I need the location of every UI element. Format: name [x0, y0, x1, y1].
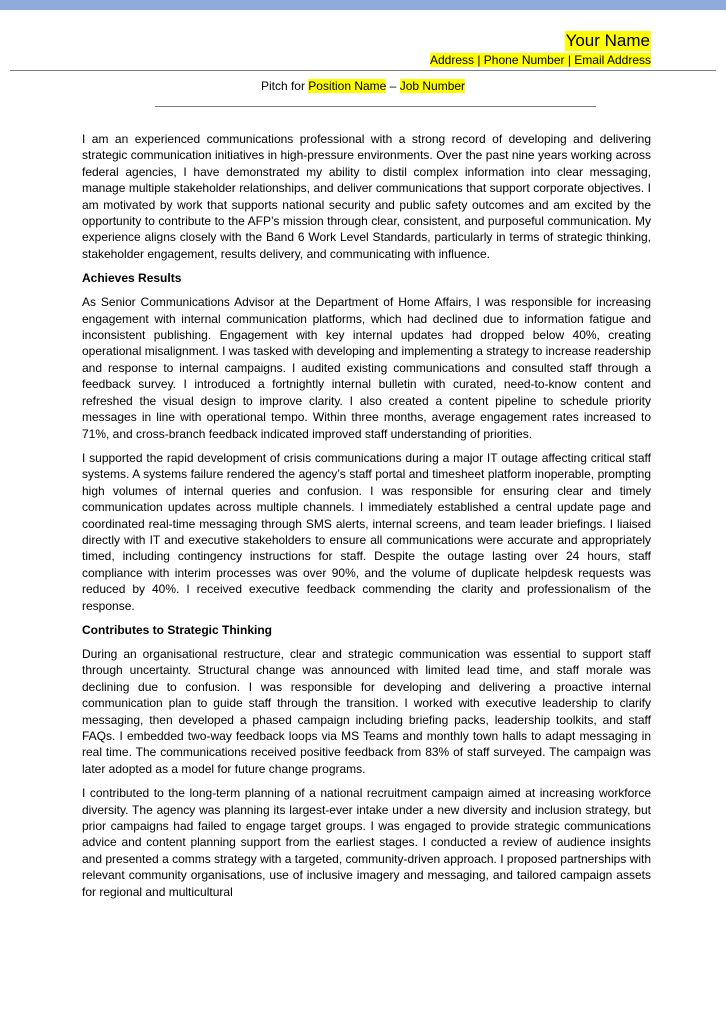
job-number: Job Number: [399, 79, 466, 93]
applicant-name: Your Name: [565, 31, 650, 50]
top-color-bar: [0, 0, 726, 10]
section-heading-strategic-thinking: Contributes to Strategic Thinking: [82, 622, 273, 637]
header-name-block: [430, 31, 651, 68]
section-heading-achieves-results: Achieves Results: [82, 271, 182, 286]
pitch-line: [0, 79, 726, 94]
position-name: Position Name: [308, 79, 387, 93]
pitch-prefix: Pitch for: [260, 79, 309, 93]
achieves-results-paragraph-2: I supported the rapid development of crisis communications during a major IT outage affecting critical staff systems. A systems failure rendered the agency’s staff portal and timesheet platform inoperable, prompting high volumes of internal queries and confusion. I was responsible for ensuring clear and timely communication updates across multiple channels. I immediately established a central update page and coordinated real-time messaging through SMS alerts, internal screens, and team leader briefings. I liaised directly with IT and executive stakeholders to ensure all communications were accurate and appropriately timed, including contingency instructions for staff. Despite the outage lasting over 24 hours, staff compliance with interim processes was over 90%, and the volume of duplicate helpdesk requests was reduced by 40%. I received executive feedback commending the clarity and professionalism of the response.: [82, 450, 651, 613]
intro-paragraph: I am an experienced communications professional with a strong record of developing and delivering strategic communication initiatives in high-pressure environments. Over the past nine years working across federal agencies, I have demonstrated my ability to distil complex information into clear messaging, manage multiple stakeholder relationships, and deliver communications that support corporate objectives. I am motivated by work that supports national security and public safety outcomes and am excited by the opportunity to contribute to the AFP’s mission through clear, consistent, and purposeful communication. My experience aligns closely with the Band 6 Work Level Standards, particularly in terms of strategic thinking, stakeholder engagement, results delivery, and communicating with influence.: [82, 132, 651, 261]
pitch-divider: [155, 106, 596, 107]
header-divider: [10, 70, 716, 71]
contact-details: [430, 53, 651, 68]
achieves-results-paragraph-1: As Senior Communications Advisor at the Department of Home Affairs, I was responsible for increasing engagement with internal communication platforms, which had declined due to information fatigue and inconsistent publishing. Engagement with key internal updates had dropped below 40%, creating operational misalignment. I was tasked with developing and implementing a strategy to increase readership and response to internal campaigns. I audited existing communications and consulted staff through a feedback survey. I introduced a fortnightly internal bulletin with curated, need-to-know content and refreshed the visual design to improve clarity. I also created a content pipeline to schedule priority messages in line with operational tempo. Within three months, average engagement rates increased to 71%, and cross-branch feedback indicated improved staff understanding of priorities.: [82, 295, 651, 441]
document-body: [82, 131, 651, 908]
strategic-thinking-paragraph-2: I contributed to the long-term planning of a national recruitment campaign aimed at increasing workforce diversity. The agency was planning its largest-ever intake under a new diversity and inclusion strategy, but prior campaigns had failed to engage target groups. I was engaged to provide strategic communications advice and content planning support from the earliest stages. I conducted a review of audience insights and presented a comms strategy with a targeted, community-driven approach. I proposed partnerships with relevant community organisations, use of inclusive imagery and messaging, and tailored campaign assets for regional and multicultural: [82, 786, 651, 899]
pitch-dash: –: [386, 79, 400, 93]
contact-text: Address | Phone Number | Email Address: [429, 53, 651, 67]
strategic-thinking-paragraph-1: During an organisational restructure, clear and strategic communication was essential to support staff through uncertainty. Structural change was announced with limited lead time, and staff morale was declining due to confusion. I was responsible for developing and delivering a proactive internal communication plan to guide staff through the transition. I worked with executive leadership to clarify messaging, then developed a phased campaign including briefing packs, leadership toolkits, and staff FAQs. I embedded two-way feedback loops via MS Teams and monthly town halls to adapt messaging in real time. The communications received positive feedback from 83% of staff surveyed. The campaign was later adopted as a model for future change programs.: [82, 646, 651, 776]
